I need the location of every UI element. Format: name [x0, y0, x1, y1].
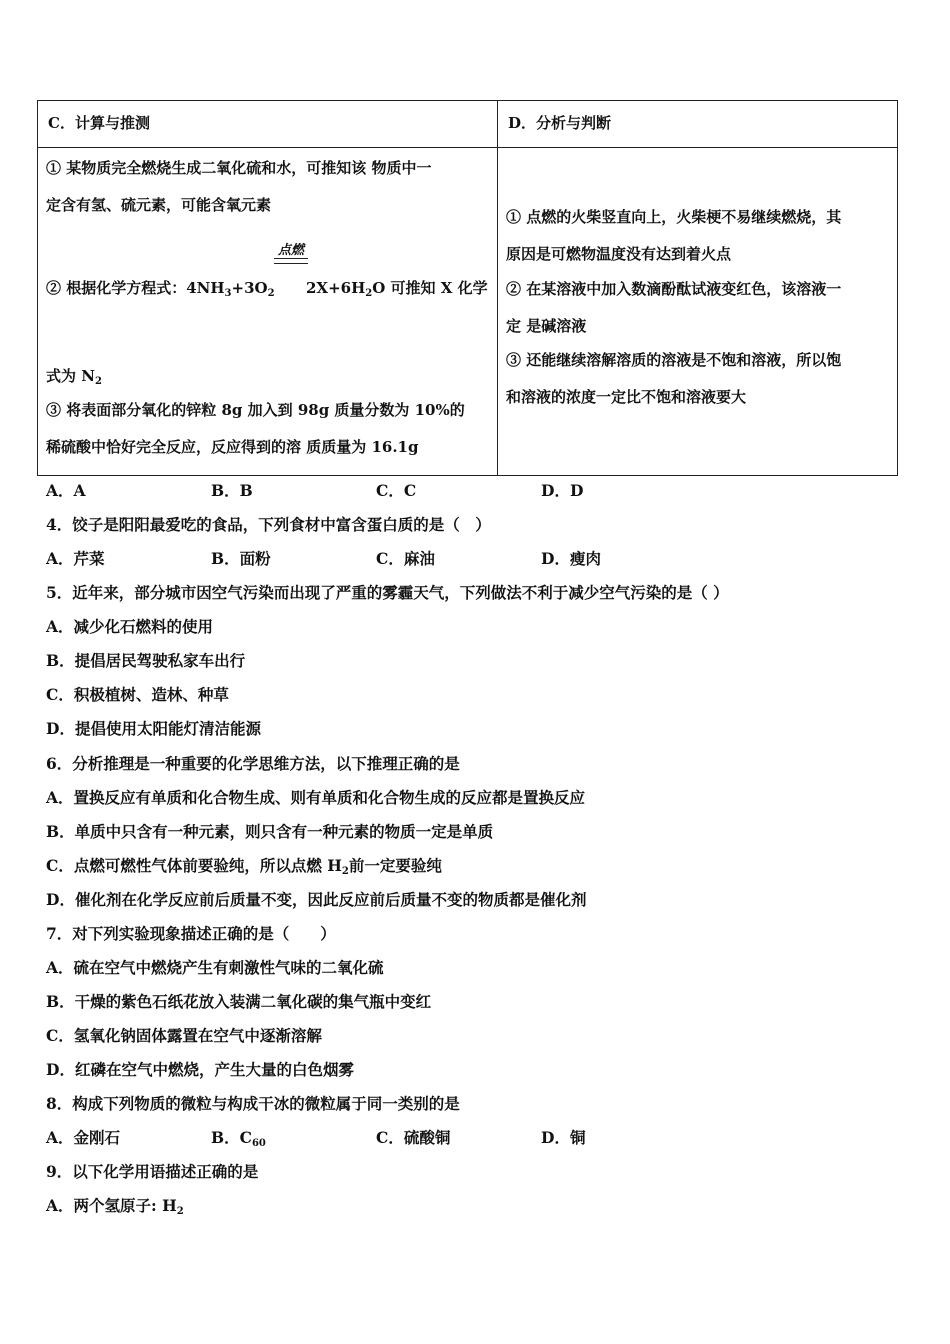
- q7-option-c: C．氢氧化钠固体露置在空气中逐渐溶解: [46, 1026, 322, 1045]
- c-line-formula: 式为 $N_2$: [46, 367, 102, 387]
- q8-stem: 8．构成下列物质的微粒与构成干冰的微粒属于同一类别的是: [46, 1094, 460, 1113]
- c-equation-line: ② 根据化学方程式：$4NH_3+3O_2$: [46, 279, 275, 299]
- d-line-5: ③ 还能继续溶解溶质的溶液是不饱和溶液，所以饱: [506, 351, 842, 369]
- q5-option-b: B．提倡居民驾驶私家车出行: [46, 651, 246, 670]
- c-equation-line-right: $2X+6H_2O$ 可推知 X 化学: [306, 279, 488, 299]
- c-line-4: ③ 将表面部分氧化的锌粒 8g 加入到 98g 质量分数为 10%的: [46, 401, 465, 419]
- d-line-2: 原因是可燃物温度没有达到着火点: [506, 245, 732, 263]
- reaction-condition: 点燃: [277, 243, 304, 258]
- q4-option-d: D．瘦肉: [541, 549, 601, 568]
- q9-stem: 9．以下化学用语描述正确的是: [46, 1162, 259, 1181]
- c-line-1: ① 某物质完全燃烧生成二氧化硫和水，可推知该 物质中一: [46, 159, 432, 177]
- q8-option-a: A．金刚石: [46, 1128, 121, 1147]
- d-line-6: 和溶液的浓度一定比不饱和溶液要大: [506, 388, 747, 406]
- equation-bar-bottom: [274, 263, 308, 264]
- q8-option-b: B．$C_{60}$: [211, 1128, 266, 1149]
- q5-option-c: C．积极植树、造林、种草: [46, 685, 229, 704]
- table-cell-c: [38, 148, 498, 476]
- c-line-2: 定含有氢、硫元素，可能含氧元素: [46, 196, 272, 214]
- q5-stem: 5．近年来，部分城市因空气污染而出现了严重的雾霾天气，下列做法不利于减少空气污染的是（ ）: [46, 583, 729, 602]
- q3-option-a: A．A: [46, 481, 86, 500]
- table-header-c: [38, 101, 498, 148]
- q6-option-a: A．置换反应有单质和化合物生成、则有单质和化合物生成的反应都是置换反应: [46, 788, 586, 807]
- q3-option-b: B．B: [211, 481, 253, 500]
- d-line-1: ① 点燃的火柴竖直向上，火柴梗不易继续燃烧，其: [506, 208, 842, 226]
- q7-option-a: A．硫在空气中燃烧产生有刺激性气味的二氧化硫: [46, 958, 384, 977]
- table-header-d: [498, 101, 898, 148]
- q4-option-b: B．面粉: [211, 549, 271, 568]
- d-line-3: ② 在某溶液中加入数滴酚酞试液变红色，该溶液一: [506, 280, 842, 298]
- q4-option-c: C．麻油: [376, 549, 435, 568]
- q3-table: [37, 100, 898, 476]
- q3-option-d: D．D: [541, 481, 584, 500]
- q5-option-a: A．减少化石燃料的使用: [46, 617, 214, 636]
- q6-stem: 6．分析推理是一种重要的化学思维方法，以下推理正确的是: [46, 754, 460, 773]
- q7-stem: 7．对下列实验现象描述正确的是（ ）: [46, 924, 336, 943]
- d-line-4: 定 是碱溶液: [506, 317, 587, 335]
- q3-option-c: C．C: [376, 481, 417, 500]
- q7-option-d: D．红磷在空气中燃烧，产生大量的白色烟雾: [46, 1060, 354, 1079]
- header-c-label: C．计算与推测: [48, 114, 150, 132]
- q6-option-d: D．催化剂在化学反应前后质量不变，因此反应前后质量不变的物质都是催化剂: [46, 890, 587, 909]
- q4-stem: 4．饺子是阳阳最爱吃的食品，下列食材中富含蛋白质的是（ ）: [46, 515, 491, 534]
- equation-bar-top: [274, 258, 308, 259]
- q9-option-a: A．两个氢原子: $H_2$: [46, 1196, 184, 1217]
- header-d-label: D．分析与判断: [508, 114, 612, 132]
- c-line-5: 稀硫酸中恰好完全反应，反应得到的溶 质质量为 16.1g: [46, 438, 419, 456]
- q4-option-a: A．芹菜: [46, 549, 105, 568]
- q5-option-d: D．提倡使用太阳能灯清洁能源: [46, 719, 261, 738]
- table-cell-d: [498, 148, 898, 476]
- q6-option-b: B．单质中只含有一种元素，则只含有一种元素的物质一定是单质: [46, 822, 494, 841]
- q8-option-d: D．铜: [541, 1128, 586, 1147]
- q6-option-c: C．点燃可燃性气体前要验纯，所以点燃 $H_2$前一定要验纯: [46, 856, 442, 877]
- q7-option-b: B．干燥的紫色石纸花放入装满二氧化碳的集气瓶中变红: [46, 992, 432, 1011]
- q8-option-c: C．硫酸铜: [376, 1128, 451, 1147]
